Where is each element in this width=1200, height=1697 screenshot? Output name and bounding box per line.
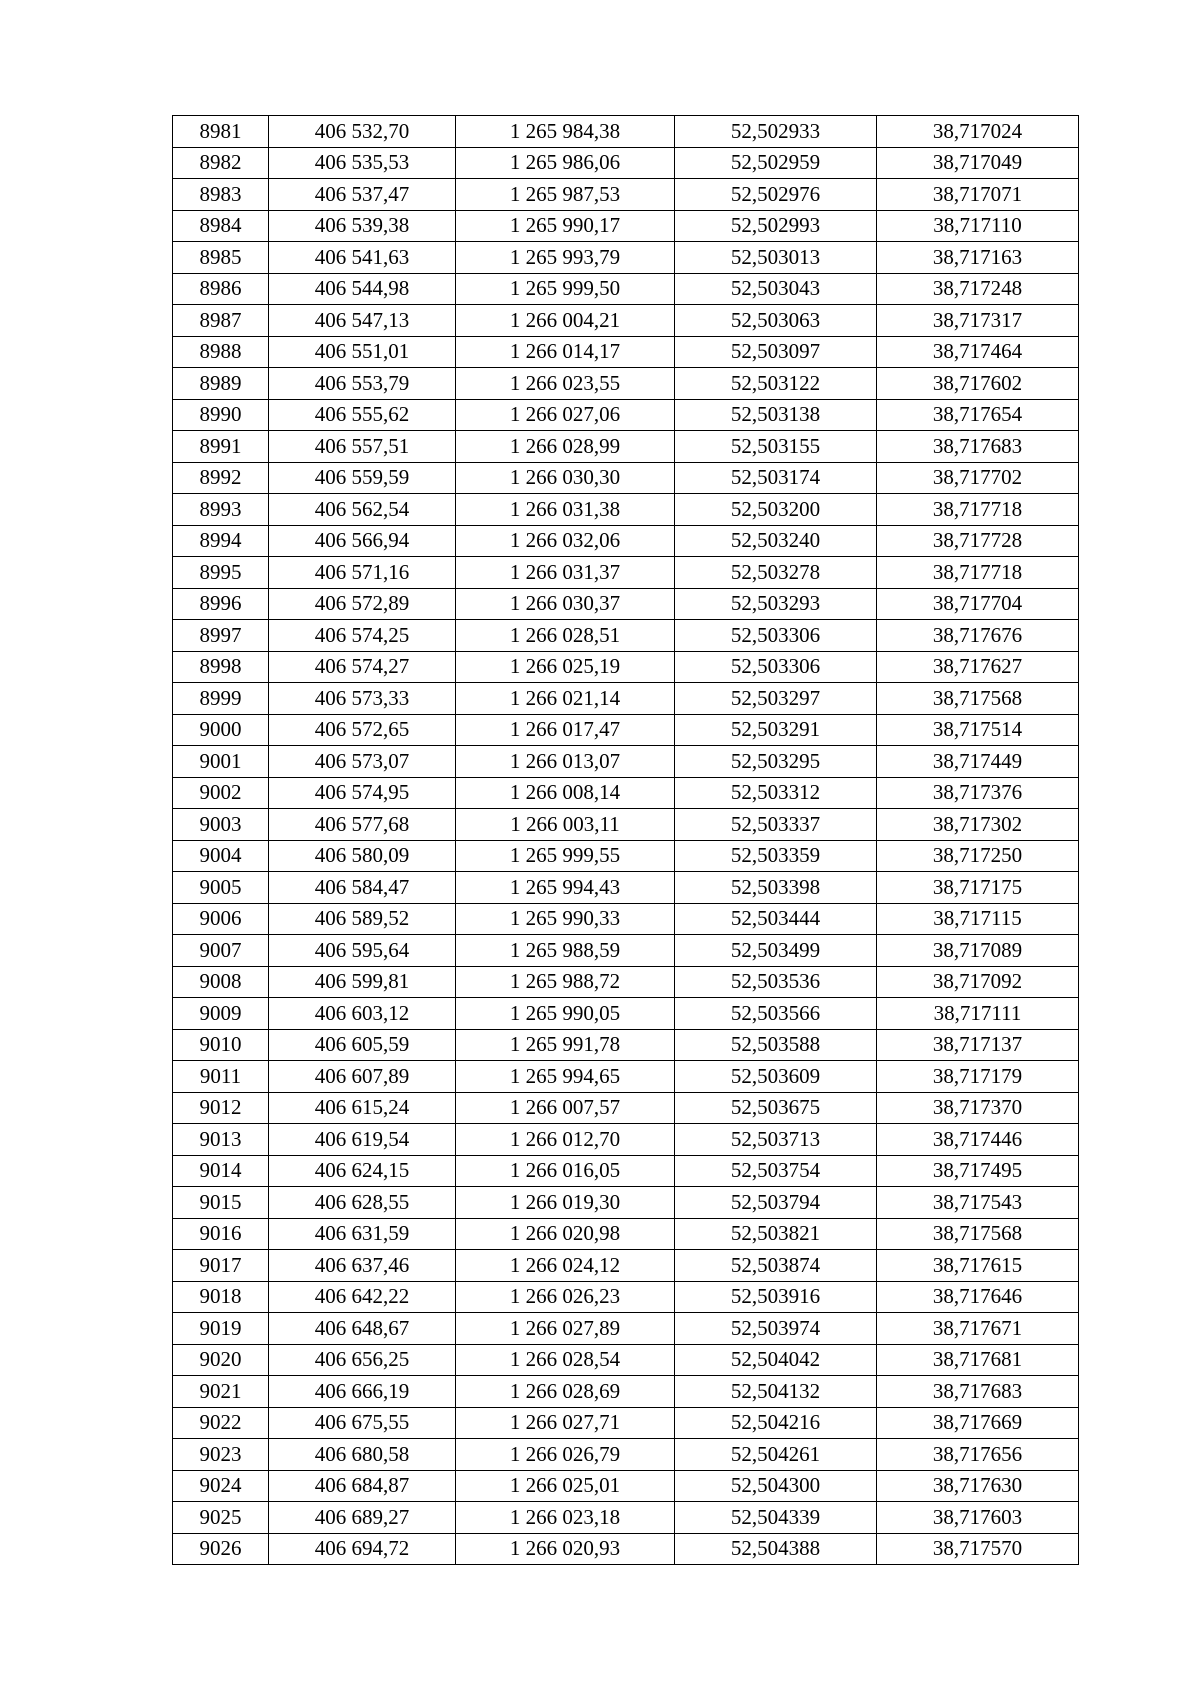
longitude-cell: 38,717683 <box>877 1376 1079 1408</box>
point-number-cell: 8989 <box>173 368 269 400</box>
y-coordinate-cell: 1 266 027,06 <box>456 399 675 431</box>
latitude-cell: 52,504300 <box>675 1470 877 1502</box>
latitude-cell: 52,503874 <box>675 1250 877 1282</box>
latitude-cell: 52,503306 <box>675 620 877 652</box>
y-coordinate-cell: 1 266 003,11 <box>456 809 675 841</box>
coordinates-table <box>172 115 1079 1565</box>
x-coordinate-cell: 406 628,55 <box>269 1187 456 1219</box>
y-coordinate-cell: 1 265 987,53 <box>456 179 675 211</box>
y-coordinate-cell: 1 266 023,55 <box>456 368 675 400</box>
y-coordinate-cell: 1 266 007,57 <box>456 1092 675 1124</box>
table-row <box>173 242 1079 274</box>
y-coordinate-cell: 1 265 999,50 <box>456 273 675 305</box>
point-number-cell: 9019 <box>173 1313 269 1345</box>
table-row <box>173 1250 1079 1282</box>
table-row <box>173 1061 1079 1093</box>
table-row <box>173 840 1079 872</box>
longitude-cell: 38,717495 <box>877 1155 1079 1187</box>
y-coordinate-cell: 1 265 990,33 <box>456 903 675 935</box>
point-number-cell: 9000 <box>173 714 269 746</box>
point-number-cell: 9013 <box>173 1124 269 1156</box>
latitude-cell: 52,503295 <box>675 746 877 778</box>
x-coordinate-cell: 406 541,63 <box>269 242 456 274</box>
point-number-cell: 9008 <box>173 966 269 998</box>
point-number-cell: 8991 <box>173 431 269 463</box>
point-number-cell: 8998 <box>173 651 269 683</box>
point-number-cell: 8984 <box>173 210 269 242</box>
x-coordinate-cell: 406 535,53 <box>269 147 456 179</box>
y-coordinate-cell: 1 266 021,14 <box>456 683 675 715</box>
y-coordinate-cell: 1 266 024,12 <box>456 1250 675 1282</box>
x-coordinate-cell: 406 599,81 <box>269 966 456 998</box>
y-coordinate-cell: 1 265 993,79 <box>456 242 675 274</box>
y-coordinate-cell: 1 266 012,70 <box>456 1124 675 1156</box>
x-coordinate-cell: 406 684,87 <box>269 1470 456 1502</box>
y-coordinate-cell: 1 265 990,17 <box>456 210 675 242</box>
x-coordinate-cell: 406 562,54 <box>269 494 456 526</box>
latitude-cell: 52,504339 <box>675 1502 877 1534</box>
latitude-cell: 52,503566 <box>675 998 877 1030</box>
longitude-cell: 38,717110 <box>877 210 1079 242</box>
point-number-cell: 8994 <box>173 525 269 557</box>
y-coordinate-cell: 1 266 023,18 <box>456 1502 675 1534</box>
x-coordinate-cell: 406 603,12 <box>269 998 456 1030</box>
longitude-cell: 38,717464 <box>877 336 1079 368</box>
table-row <box>173 651 1079 683</box>
longitude-cell: 38,717302 <box>877 809 1079 841</box>
table-row <box>173 1470 1079 1502</box>
x-coordinate-cell: 406 555,62 <box>269 399 456 431</box>
coordinates-table-body <box>173 116 1079 1565</box>
x-coordinate-cell: 406 589,52 <box>269 903 456 935</box>
latitude-cell: 52,503297 <box>675 683 877 715</box>
x-coordinate-cell: 406 580,09 <box>269 840 456 872</box>
x-coordinate-cell: 406 666,19 <box>269 1376 456 1408</box>
point-number-cell: 9003 <box>173 809 269 841</box>
latitude-cell: 52,503122 <box>675 368 877 400</box>
table-row <box>173 1218 1079 1250</box>
latitude-cell: 52,502976 <box>675 179 877 211</box>
y-coordinate-cell: 1 266 025,19 <box>456 651 675 683</box>
table-row <box>173 179 1079 211</box>
y-coordinate-cell: 1 266 020,98 <box>456 1218 675 1250</box>
latitude-cell: 52,504042 <box>675 1344 877 1376</box>
table-row <box>173 525 1079 557</box>
x-coordinate-cell: 406 619,54 <box>269 1124 456 1156</box>
x-coordinate-cell: 406 648,67 <box>269 1313 456 1345</box>
longitude-cell: 38,717449 <box>877 746 1079 778</box>
longitude-cell: 38,717568 <box>877 1218 1079 1250</box>
point-number-cell: 9020 <box>173 1344 269 1376</box>
latitude-cell: 52,503138 <box>675 399 877 431</box>
x-coordinate-cell: 406 607,89 <box>269 1061 456 1093</box>
longitude-cell: 38,717115 <box>877 903 1079 935</box>
table-row <box>173 1155 1079 1187</box>
x-coordinate-cell: 406 572,65 <box>269 714 456 746</box>
point-number-cell: 9023 <box>173 1439 269 1471</box>
x-coordinate-cell: 406 584,47 <box>269 872 456 904</box>
y-coordinate-cell: 1 266 028,99 <box>456 431 675 463</box>
point-number-cell: 9002 <box>173 777 269 809</box>
latitude-cell: 52,503278 <box>675 557 877 589</box>
longitude-cell: 38,717370 <box>877 1092 1079 1124</box>
longitude-cell: 38,717049 <box>877 147 1079 179</box>
longitude-cell: 38,717602 <box>877 368 1079 400</box>
latitude-cell: 52,503821 <box>675 1218 877 1250</box>
y-coordinate-cell: 1 266 028,69 <box>456 1376 675 1408</box>
table-row <box>173 494 1079 526</box>
table-row <box>173 336 1079 368</box>
longitude-cell: 38,717630 <box>877 1470 1079 1502</box>
y-coordinate-cell: 1 266 031,37 <box>456 557 675 589</box>
x-coordinate-cell: 406 642,22 <box>269 1281 456 1313</box>
y-coordinate-cell: 1 266 026,79 <box>456 1439 675 1471</box>
longitude-cell: 38,717175 <box>877 872 1079 904</box>
latitude-cell: 52,503609 <box>675 1061 877 1093</box>
latitude-cell: 52,504388 <box>675 1533 877 1565</box>
y-coordinate-cell: 1 266 017,47 <box>456 714 675 746</box>
point-number-cell: 9016 <box>173 1218 269 1250</box>
table-row <box>173 462 1079 494</box>
latitude-cell: 52,503794 <box>675 1187 877 1219</box>
x-coordinate-cell: 406 694,72 <box>269 1533 456 1565</box>
table-row <box>173 777 1079 809</box>
table-row <box>173 1029 1079 1061</box>
longitude-cell: 38,717163 <box>877 242 1079 274</box>
y-coordinate-cell: 1 266 008,14 <box>456 777 675 809</box>
point-number-cell: 9005 <box>173 872 269 904</box>
y-coordinate-cell: 1 266 028,54 <box>456 1344 675 1376</box>
point-number-cell: 8999 <box>173 683 269 715</box>
x-coordinate-cell: 406 557,51 <box>269 431 456 463</box>
longitude-cell: 38,717654 <box>877 399 1079 431</box>
table-row <box>173 1313 1079 1345</box>
latitude-cell: 52,502959 <box>675 147 877 179</box>
point-number-cell: 9024 <box>173 1470 269 1502</box>
x-coordinate-cell: 406 547,13 <box>269 305 456 337</box>
y-coordinate-cell: 1 266 013,07 <box>456 746 675 778</box>
point-number-cell: 9015 <box>173 1187 269 1219</box>
point-number-cell: 9006 <box>173 903 269 935</box>
y-coordinate-cell: 1 266 025,01 <box>456 1470 675 1502</box>
latitude-cell: 52,503013 <box>675 242 877 274</box>
longitude-cell: 38,717676 <box>877 620 1079 652</box>
x-coordinate-cell: 406 631,59 <box>269 1218 456 1250</box>
x-coordinate-cell: 406 544,98 <box>269 273 456 305</box>
y-coordinate-cell: 1 266 032,06 <box>456 525 675 557</box>
point-number-cell: 9026 <box>173 1533 269 1565</box>
y-coordinate-cell: 1 266 004,21 <box>456 305 675 337</box>
point-number-cell: 9025 <box>173 1502 269 1534</box>
point-number-cell: 9004 <box>173 840 269 872</box>
latitude-cell: 52,503398 <box>675 872 877 904</box>
y-coordinate-cell: 1 266 030,30 <box>456 462 675 494</box>
x-coordinate-cell: 406 656,25 <box>269 1344 456 1376</box>
point-number-cell: 8981 <box>173 116 269 148</box>
latitude-cell: 52,503312 <box>675 777 877 809</box>
longitude-cell: 38,717681 <box>877 1344 1079 1376</box>
table-row <box>173 305 1079 337</box>
x-coordinate-cell: 406 574,95 <box>269 777 456 809</box>
longitude-cell: 38,717089 <box>877 935 1079 967</box>
y-coordinate-cell: 1 265 988,72 <box>456 966 675 998</box>
point-number-cell: 9007 <box>173 935 269 967</box>
longitude-cell: 38,717656 <box>877 1439 1079 1471</box>
latitude-cell: 52,503155 <box>675 431 877 463</box>
point-number-cell: 8997 <box>173 620 269 652</box>
point-number-cell: 9017 <box>173 1250 269 1282</box>
y-coordinate-cell: 1 265 991,78 <box>456 1029 675 1061</box>
y-coordinate-cell: 1 266 020,93 <box>456 1533 675 1565</box>
longitude-cell: 38,717137 <box>877 1029 1079 1061</box>
table-row <box>173 1281 1079 1313</box>
longitude-cell: 38,717071 <box>877 179 1079 211</box>
latitude-cell: 52,503291 <box>675 714 877 746</box>
point-number-cell: 9010 <box>173 1029 269 1061</box>
y-coordinate-cell: 1 265 994,43 <box>456 872 675 904</box>
point-number-cell: 8993 <box>173 494 269 526</box>
table-row <box>173 714 1079 746</box>
x-coordinate-cell: 406 573,07 <box>269 746 456 778</box>
longitude-cell: 38,717627 <box>877 651 1079 683</box>
latitude-cell: 52,503754 <box>675 1155 877 1187</box>
latitude-cell: 52,503916 <box>675 1281 877 1313</box>
longitude-cell: 38,717702 <box>877 462 1079 494</box>
point-number-cell: 8985 <box>173 242 269 274</box>
table-row <box>173 1187 1079 1219</box>
y-coordinate-cell: 1 265 994,65 <box>456 1061 675 1093</box>
y-coordinate-cell: 1 265 986,06 <box>456 147 675 179</box>
table-row <box>173 620 1079 652</box>
latitude-cell: 52,503444 <box>675 903 877 935</box>
longitude-cell: 38,717376 <box>877 777 1079 809</box>
x-coordinate-cell: 406 572,89 <box>269 588 456 620</box>
latitude-cell: 52,504261 <box>675 1439 877 1471</box>
latitude-cell: 52,503536 <box>675 966 877 998</box>
point-number-cell: 8996 <box>173 588 269 620</box>
point-number-cell: 9011 <box>173 1061 269 1093</box>
y-coordinate-cell: 1 266 014,17 <box>456 336 675 368</box>
latitude-cell: 52,502933 <box>675 116 877 148</box>
table-row <box>173 998 1079 1030</box>
table-row <box>173 935 1079 967</box>
latitude-cell: 52,503337 <box>675 809 877 841</box>
y-coordinate-cell: 1 266 028,51 <box>456 620 675 652</box>
x-coordinate-cell: 406 532,70 <box>269 116 456 148</box>
latitude-cell: 52,503063 <box>675 305 877 337</box>
latitude-cell: 52,503200 <box>675 494 877 526</box>
point-number-cell: 8986 <box>173 273 269 305</box>
longitude-cell: 38,717111 <box>877 998 1079 1030</box>
longitude-cell: 38,717570 <box>877 1533 1079 1565</box>
table-row <box>173 399 1079 431</box>
point-number-cell: 9001 <box>173 746 269 778</box>
point-number-cell: 9021 <box>173 1376 269 1408</box>
point-number-cell: 8992 <box>173 462 269 494</box>
latitude-cell: 52,503499 <box>675 935 877 967</box>
latitude-cell: 52,503588 <box>675 1029 877 1061</box>
longitude-cell: 38,717718 <box>877 494 1079 526</box>
point-number-cell: 8983 <box>173 179 269 211</box>
longitude-cell: 38,717179 <box>877 1061 1079 1093</box>
y-coordinate-cell: 1 266 027,71 <box>456 1407 675 1439</box>
longitude-cell: 38,717646 <box>877 1281 1079 1313</box>
latitude-cell: 52,503359 <box>675 840 877 872</box>
latitude-cell: 52,503713 <box>675 1124 877 1156</box>
longitude-cell: 38,717683 <box>877 431 1079 463</box>
point-number-cell: 9018 <box>173 1281 269 1313</box>
y-coordinate-cell: 1 265 990,05 <box>456 998 675 1030</box>
x-coordinate-cell: 406 577,68 <box>269 809 456 841</box>
table-row <box>173 1502 1079 1534</box>
table-row <box>173 1439 1079 1471</box>
latitude-cell: 52,502993 <box>675 210 877 242</box>
longitude-cell: 38,717704 <box>877 588 1079 620</box>
table-row <box>173 683 1079 715</box>
point-number-cell: 8982 <box>173 147 269 179</box>
y-coordinate-cell: 1 265 984,38 <box>456 116 675 148</box>
longitude-cell: 38,717317 <box>877 305 1079 337</box>
longitude-cell: 38,717615 <box>877 1250 1079 1282</box>
point-number-cell: 8987 <box>173 305 269 337</box>
table-row <box>173 557 1079 589</box>
longitude-cell: 38,717514 <box>877 714 1079 746</box>
y-coordinate-cell: 1 265 988,59 <box>456 935 675 967</box>
latitude-cell: 52,503974 <box>675 1313 877 1345</box>
longitude-cell: 38,717092 <box>877 966 1079 998</box>
table-row <box>173 116 1079 148</box>
table-row <box>173 809 1079 841</box>
table-row <box>173 431 1079 463</box>
x-coordinate-cell: 406 571,16 <box>269 557 456 589</box>
table-row <box>173 210 1079 242</box>
x-coordinate-cell: 406 566,94 <box>269 525 456 557</box>
table-row <box>173 1407 1079 1439</box>
table-row <box>173 746 1079 778</box>
x-coordinate-cell: 406 637,46 <box>269 1250 456 1282</box>
latitude-cell: 52,503675 <box>675 1092 877 1124</box>
point-number-cell: 9014 <box>173 1155 269 1187</box>
x-coordinate-cell: 406 553,79 <box>269 368 456 400</box>
longitude-cell: 38,717250 <box>877 840 1079 872</box>
latitude-cell: 52,504132 <box>675 1376 877 1408</box>
y-coordinate-cell: 1 265 999,55 <box>456 840 675 872</box>
x-coordinate-cell: 406 573,33 <box>269 683 456 715</box>
longitude-cell: 38,717669 <box>877 1407 1079 1439</box>
table-row <box>173 368 1079 400</box>
longitude-cell: 38,717718 <box>877 557 1079 589</box>
longitude-cell: 38,717248 <box>877 273 1079 305</box>
table-row <box>173 1124 1079 1156</box>
y-coordinate-cell: 1 266 016,05 <box>456 1155 675 1187</box>
longitude-cell: 38,717671 <box>877 1313 1079 1345</box>
table-row <box>173 588 1079 620</box>
y-coordinate-cell: 1 266 019,30 <box>456 1187 675 1219</box>
x-coordinate-cell: 406 574,27 <box>269 651 456 683</box>
x-coordinate-cell: 406 539,38 <box>269 210 456 242</box>
latitude-cell: 52,503306 <box>675 651 877 683</box>
table-row <box>173 966 1079 998</box>
table-row <box>173 1344 1079 1376</box>
table-row <box>173 1092 1079 1124</box>
longitude-cell: 38,717446 <box>877 1124 1079 1156</box>
table-row <box>173 872 1079 904</box>
latitude-cell: 52,503293 <box>675 588 877 620</box>
x-coordinate-cell: 406 537,47 <box>269 179 456 211</box>
table-row <box>173 147 1079 179</box>
latitude-cell: 52,504216 <box>675 1407 877 1439</box>
table-row <box>173 1376 1079 1408</box>
y-coordinate-cell: 1 266 027,89 <box>456 1313 675 1345</box>
x-coordinate-cell: 406 559,59 <box>269 462 456 494</box>
table-row <box>173 903 1079 935</box>
point-number-cell: 8988 <box>173 336 269 368</box>
x-coordinate-cell: 406 680,58 <box>269 1439 456 1471</box>
point-number-cell: 9022 <box>173 1407 269 1439</box>
longitude-cell: 38,717728 <box>877 525 1079 557</box>
point-number-cell: 8990 <box>173 399 269 431</box>
point-number-cell: 9012 <box>173 1092 269 1124</box>
y-coordinate-cell: 1 266 031,38 <box>456 494 675 526</box>
x-coordinate-cell: 406 689,27 <box>269 1502 456 1534</box>
x-coordinate-cell: 406 605,59 <box>269 1029 456 1061</box>
longitude-cell: 38,717543 <box>877 1187 1079 1219</box>
y-coordinate-cell: 1 266 030,37 <box>456 588 675 620</box>
table-row <box>173 1533 1079 1565</box>
x-coordinate-cell: 406 551,01 <box>269 336 456 368</box>
x-coordinate-cell: 406 595,64 <box>269 935 456 967</box>
latitude-cell: 52,503097 <box>675 336 877 368</box>
x-coordinate-cell: 406 624,15 <box>269 1155 456 1187</box>
latitude-cell: 52,503043 <box>675 273 877 305</box>
latitude-cell: 52,503240 <box>675 525 877 557</box>
point-number-cell: 9009 <box>173 998 269 1030</box>
point-number-cell: 8995 <box>173 557 269 589</box>
x-coordinate-cell: 406 574,25 <box>269 620 456 652</box>
x-coordinate-cell: 406 615,24 <box>269 1092 456 1124</box>
table-row <box>173 273 1079 305</box>
longitude-cell: 38,717568 <box>877 683 1079 715</box>
y-coordinate-cell: 1 266 026,23 <box>456 1281 675 1313</box>
longitude-cell: 38,717024 <box>877 116 1079 148</box>
longitude-cell: 38,717603 <box>877 1502 1079 1534</box>
latitude-cell: 52,503174 <box>675 462 877 494</box>
x-coordinate-cell: 406 675,55 <box>269 1407 456 1439</box>
